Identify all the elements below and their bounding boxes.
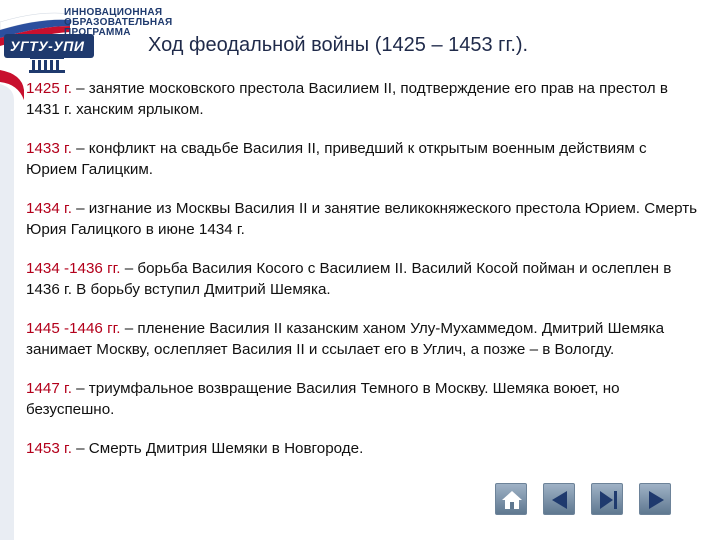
entry-text: – изгнание из Москвы Василия II и занятие великокняжеского престола Юрием. Смерть Юрия Галицкого в июне 1434 г. [26, 200, 698, 238]
entry-date: 1425 г. [26, 80, 72, 97]
previous-slide-button[interactable] [543, 483, 575, 515]
logo-text-line3: ПРОГРАММА [64, 27, 131, 38]
next-slide-button[interactable] [639, 483, 671, 515]
home-icon [500, 488, 524, 512]
entry-text: – пленение Василия II казанским ханом Улу-Мухаммедом. Дмитрий Шемяка занимает Москву, ослепляет Василия II и ссылает его в Углич, а позже – в Вологду. [26, 320, 665, 358]
timeline-entry [26, 258, 698, 300]
university-logo [0, 0, 173, 80]
entry-date: 1445 -1446 гг. [26, 320, 121, 337]
timeline-list [26, 78, 698, 459]
entry-text: – Смерть Дмитрия Шемяки в Новгороде. [71, 440, 364, 457]
logo-university-name: УГТУ-УПИ [10, 38, 85, 54]
timeline-entry [26, 438, 698, 459]
timeline-entry [26, 318, 698, 360]
triangle-left-icon [548, 488, 572, 512]
entry-date: 1434 -1436 гг. [26, 260, 121, 277]
timeline-entry [26, 78, 698, 120]
entry-date: 1434 г. [26, 200, 72, 217]
entry-date: 1447 г. [26, 380, 72, 397]
logo-text-line2: ОБРАЗОВАТЕЛЬНАЯ [64, 17, 173, 28]
entry-date: 1433 г. [26, 140, 72, 157]
slide-title: Ход феодальной войны (1425 – 1453 гг.). [148, 34, 529, 56]
triangle-right-icon [644, 488, 668, 512]
entry-text: – занятие московского престола Василием II, подтверждение его прав на престол в 1431 г. ханским ярлыком. [26, 80, 668, 118]
entry-date: 1453 г. [26, 440, 72, 457]
entry-text: – триумфальное возвращение Василия Темного в Москву. Шемяка воюет, но безуспешно. [26, 380, 620, 418]
entry-text: – конфликт на свадьбе Василия II, приведший к открытым военным действиям с Юрием Галицким. [26, 140, 647, 178]
timeline-entry [26, 138, 698, 180]
last-slide-button[interactable] [591, 483, 623, 515]
timeline-entry [26, 198, 698, 240]
slide-navigation [495, 483, 675, 517]
home-button[interactable] [495, 483, 527, 515]
timeline-entry [26, 378, 698, 420]
skip-end-icon [596, 488, 620, 512]
entry-text: – борьба Василия Косого с Василием II. Василий Косой пойман и ослеплен в 1436 г. В борьбу вступил Дмитрий Шемяка. [26, 260, 672, 298]
logo-text-line1: ИННОВАЦИОННАЯ [64, 7, 163, 18]
